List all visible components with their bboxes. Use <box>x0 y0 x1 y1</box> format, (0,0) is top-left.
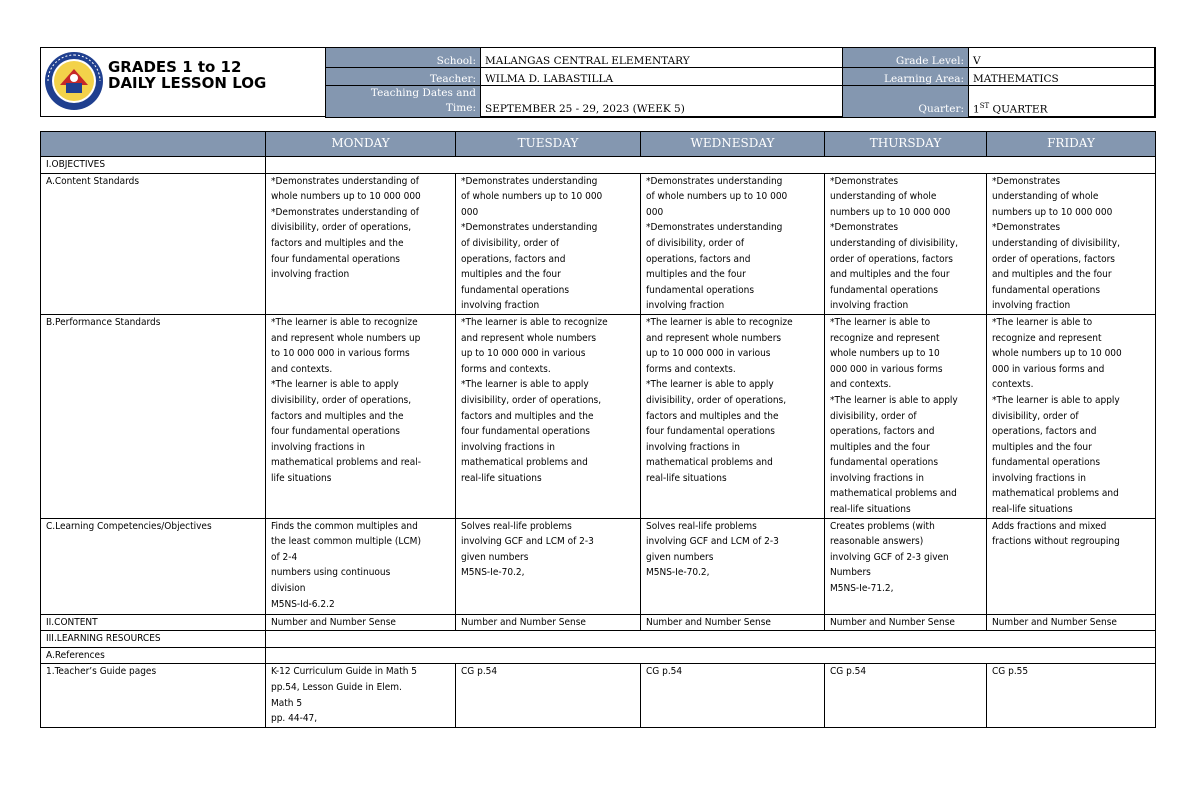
performance-standards-monday: *The learner is able to recognize and represent whole numbers up to 10 000 000 in various forms and contexts. *The learner is able to apply divisibility, order of operations, factors and multiples and the four fundamental operations involving fractions in mathematical problems and real- life situations <box>266 314 456 518</box>
competencies-tuesday: Solves real-life problems involving GCF and LCM of 2-3 given numbers M5NS-Ie-70.2, <box>456 518 641 614</box>
content-tuesday: Number and Number Sense <box>456 614 641 631</box>
quarter-ordinal: ST <box>979 101 990 110</box>
day-tuesday: TUESDAY <box>456 132 641 157</box>
teacher-label: Teacher: <box>326 68 481 86</box>
day-monday: MONDAY <box>266 132 456 157</box>
performance-standards-row <box>41 314 1156 518</box>
references-spacer <box>266 647 1156 664</box>
content-standards-label: A.Content Standards <box>41 173 266 314</box>
deped-seal-logo <box>44 51 104 111</box>
competencies-friday: Adds fractions and mixed fractions without regrouping <box>987 518 1156 614</box>
teachers-guide-monday: K-12 Curriculum Guide in Math 5 pp.54, Lesson Guide in Elem. Math 5 pp. 44-47, <box>266 664 456 728</box>
day-wednesday: WEDNESDAY <box>641 132 825 157</box>
quarter-number: 1 <box>973 103 980 115</box>
learning-area-label: Learning Area: <box>843 68 969 86</box>
header-corner-cell <box>41 132 266 157</box>
school-label: School: <box>326 48 481 68</box>
content-label: II.CONTENT <box>41 614 266 631</box>
teaching-dates-label <box>326 86 481 118</box>
teachers-guide-row <box>41 664 1156 728</box>
content-thursday: Number and Number Sense <box>825 614 987 631</box>
content-friday: Number and Number Sense <box>987 614 1156 631</box>
quarter-label: Quarter: <box>843 86 969 118</box>
days-header-row <box>41 132 1156 157</box>
performance-standards-friday: *The learner is able to recognize and represent whole numbers up to 10 000 000 in various forms and contexts. *The learner is able to apply divisibility, order of operations, factors and multiples and the four fundamental operations involving fractions in mathematical problems and real-life situations <box>987 314 1156 518</box>
competencies-monday: Finds the common multiples and the least common multiple (LCM) of 2-4 numbers using continuous division M5NS-Id-6.2.2 <box>266 518 456 614</box>
content-row <box>41 614 1156 631</box>
teachers-guide-label: 1.Teacher’s Guide pages <box>41 664 266 728</box>
learning-resources-label: III.LEARNING RESOURCES <box>41 631 266 648</box>
performance-standards-label: B.Performance Standards <box>41 314 266 518</box>
content-standards-wednesday: *Demonstrates understanding of whole numbers up to 10 000 000 *Demonstrates understanding of divisibility, order of operations, factors and multiples and the four fundamental operations involving fraction <box>641 173 825 314</box>
quarter-value <box>969 86 1156 118</box>
competencies-label: C.Learning Competencies/Objectives <box>41 518 266 614</box>
content-standards-tuesday: *Demonstrates understanding of whole numbers up to 10 000 000 *Demonstrates understanding of divisibility, order of operations, factors and multiples and the four fundamental operations involving fraction <box>456 173 641 314</box>
content-standards-monday: *Demonstrates understanding of whole numbers up to 10 000 000 *Demonstrates understanding of divisibility, order of operations, factors and multiples and the four fundamental operations involving fraction <box>266 173 456 314</box>
lesson-log-table <box>40 131 1156 728</box>
form-title-line-2: DAILY LESSON LOG <box>108 74 267 92</box>
content-wednesday: Number and Number Sense <box>641 614 825 631</box>
performance-standards-wednesday: *The learner is able to recognize and represent whole numbers up to 10 000 000 in various forms and contexts. *The learner is able to apply divisibility, order of operations, factors and multiples and the four fundamental operations involving fractions in mathematical problems and real-life situations <box>641 314 825 518</box>
learning-resources-spacer <box>266 631 1156 648</box>
teachers-guide-wednesday: CG p.54 <box>641 664 825 728</box>
grade-level-label: Grade Level: <box>843 48 969 68</box>
content-standards-thursday: *Demonstrates understanding of whole numbers up to 10 000 000 *Demonstrates understanding of divisibility, order of operations, factors and multiples and the four fundamental operations involving fraction <box>825 173 987 314</box>
competencies-wednesday: Solves real-life problems involving GCF and LCM of 2-3 given numbers M5NS-Ie-70.2, <box>641 518 825 614</box>
teaching-dates-label-line-1: Teaching Dates and <box>370 87 476 99</box>
grade-level-value: V <box>969 48 1156 68</box>
teaching-dates-value: SEPTEMBER 25 - 29, 2023 (WEEK 5) <box>481 86 843 118</box>
content-monday: Number and Number Sense <box>266 614 456 631</box>
learning-area-value: MATHEMATICS <box>969 68 1156 86</box>
school-value: MALANGAS CENTRAL ELEMENTARY <box>481 48 843 68</box>
header-info-table <box>325 47 1156 118</box>
day-thursday: THURSDAY <box>825 132 987 157</box>
objectives-spacer <box>266 157 1156 174</box>
teachers-guide-thursday: CG p.54 <box>825 664 987 728</box>
teaching-dates-label-line-2: Time: <box>445 102 476 114</box>
performance-standards-tuesday: *The learner is able to recognize and represent whole numbers up to 10 000 000 in various forms and contexts. *The learner is able to apply divisibility, order of operations, factors and multiples and the four fundamental operations involving fractions in mathematical problems and real-life situations <box>456 314 641 518</box>
teacher-value: WILMA D. LABASTILLA <box>481 68 843 86</box>
teachers-guide-tuesday: CG p.54 <box>456 664 641 728</box>
content-standards-row <box>41 173 1156 314</box>
references-label: A.References <box>41 647 266 664</box>
quarter-text: QUARTER <box>989 103 1048 115</box>
content-standards-friday: *Demonstrates understanding of whole numbers up to 10 000 000 *Demonstrates understanding of divisibility, order of operations, factors and multiples and the four fundamental operations involving fraction <box>987 173 1156 314</box>
teachers-guide-friday: CG p.55 <box>987 664 1156 728</box>
competencies-thursday: Creates problems (with reasonable answers) involving GCF of 2-3 given Numbers M5NS-Ie-71.2, <box>825 518 987 614</box>
form-title-line-1: GRADES 1 to 12 <box>108 58 242 76</box>
day-friday: FRIDAY <box>987 132 1156 157</box>
competencies-row <box>41 518 1156 614</box>
learning-resources-row <box>41 631 1156 648</box>
references-row <box>41 647 1156 664</box>
performance-standards-thursday: *The learner is able to recognize and represent whole numbers up to 10 000 000 in various forms and contexts. *The learner is able to apply divisibility, order of operations, factors and multiples and the four fundamental operations involving fractions in mathematical problems and real-life situations <box>825 314 987 518</box>
objectives-label: I.OBJECTIVES <box>41 157 266 174</box>
objectives-row <box>41 157 1156 174</box>
